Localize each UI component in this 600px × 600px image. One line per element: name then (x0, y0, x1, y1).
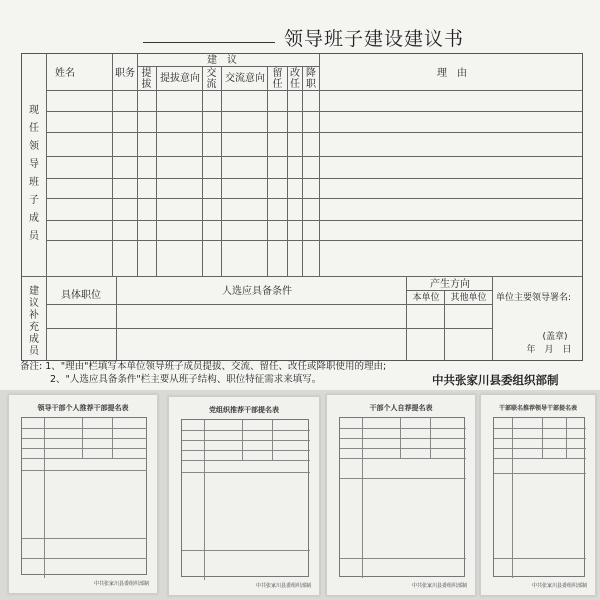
thumbnail-title: 领导干部个人推荐干部提名表 (37, 404, 129, 412)
thumbnail-form-3 (326, 394, 476, 596)
thumbnail-grid (181, 419, 309, 577)
thumbnail-grid (339, 417, 465, 577)
thumbnail-grid (21, 417, 147, 575)
supplement-members-label: 建议补充成员 (29, 286, 39, 357)
thumbnail-footer: 中共张家川县委组织部制 (93, 581, 149, 587)
thumbnail-form-2 (168, 396, 320, 596)
incumbent-members-label: 现任领导班子成员 (29, 105, 39, 242)
header-retain: 留任 (272, 68, 283, 90)
header-promote-to: 提拔意向 (160, 73, 200, 84)
header-position: 职务 (115, 68, 135, 79)
thumbnail-form-4 (480, 394, 596, 596)
thumbnail-title: 党组织推荐干部提名表 (209, 406, 279, 414)
thumbnail-title: 干部联名推荐领导干部提名表 (498, 405, 577, 412)
thumbnail-form-1 (8, 394, 158, 594)
thumbnail-footer: 中共张家川县委组织部制 (255, 583, 311, 589)
form-title: 领导班子建设建议书 (284, 28, 465, 50)
thumbnail-footer: 中共张家川县委组织部制 (411, 583, 467, 589)
header-exchange: 交流 (206, 68, 217, 90)
seal-label: (盖章) (542, 332, 568, 342)
header-reassign: 改任 (290, 68, 300, 90)
other-unit-label: 其他单位 (450, 293, 487, 303)
thumbnail-title: 干部个人自荐提名表 (369, 404, 433, 412)
notes (20, 360, 386, 386)
header-suggestion: 建 议 (207, 55, 237, 66)
date-label: 年 月 日 (526, 345, 572, 355)
requirements-label: 人选应具备条件 (222, 286, 292, 297)
header-promote: 提拔 (141, 68, 152, 90)
issuer: 中共张家川县委组织部制 (432, 373, 559, 387)
this-unit-label: 本单位 (412, 293, 440, 303)
thumbnail-footer: 中共张家川县委组织部制 (531, 583, 587, 589)
suggestion-table (21, 53, 583, 361)
header-reason: 理 由 (437, 68, 467, 79)
title-blank-line (143, 42, 275, 43)
specific-position-label: 具体职位 (61, 290, 101, 301)
thumbnail-grid (493, 417, 585, 577)
header-exchange-to: 交流意向 (225, 73, 265, 84)
leader-signature-label: 单位主要领导署名: (496, 293, 572, 303)
source-label: 产生方向 (430, 279, 470, 290)
header-demote: 降职 (306, 68, 316, 90)
note-line-1: 备注: 1、"理由"栏填写本单位领导班子成员提拔、交流、留任、改任或降职使用的理由; (20, 361, 387, 372)
header-name: 姓名 (55, 68, 75, 79)
note-line-2: 2、"人选应具备条件"栏主要从班子结构、职位特征需求来填写。 (50, 374, 322, 385)
